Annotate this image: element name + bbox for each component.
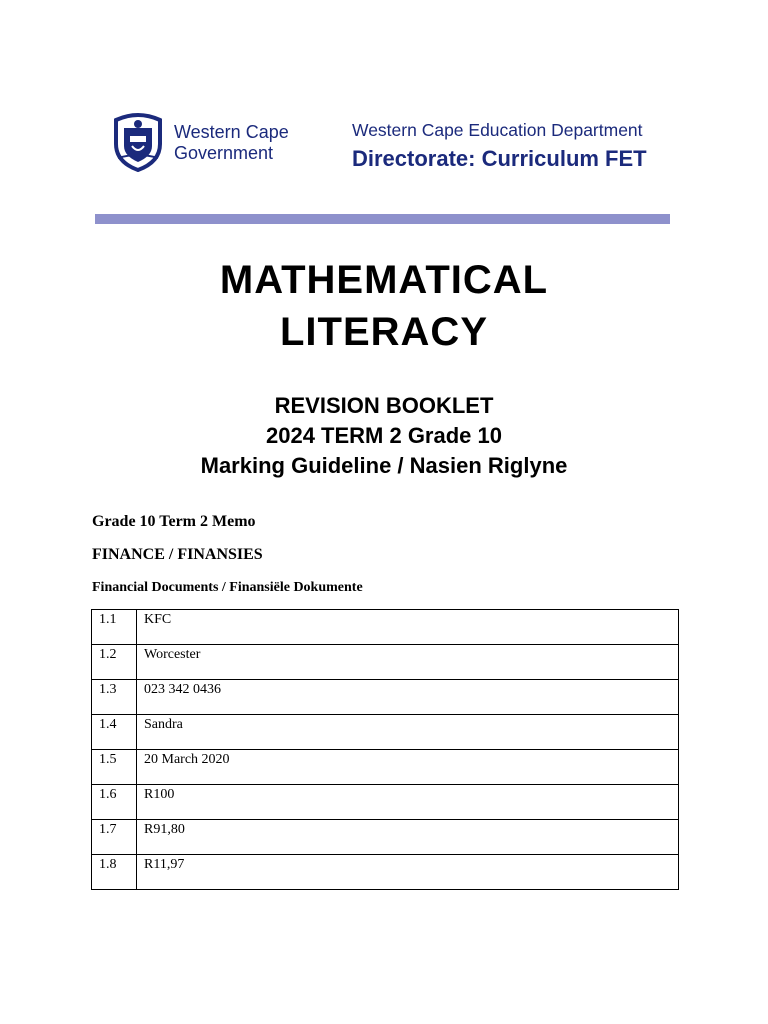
question-number: 1.4 — [92, 715, 137, 750]
table-row — [92, 855, 679, 890]
memo-heading: Grade 10 Term 2 Memo — [92, 513, 256, 530]
table-row — [92, 645, 679, 680]
answer-cell: 20 March 2020 — [137, 750, 679, 785]
directorate-name: Directorate: Curriculum FET — [352, 146, 647, 171]
answer-cell: 023 342 0436 — [137, 680, 679, 715]
answer-cell: R91,80 — [137, 820, 679, 855]
answer-cell: KFC — [137, 610, 679, 645]
question-number: 1.2 — [92, 645, 137, 680]
government-name-line2: Government — [174, 143, 274, 163]
question-number: 1.8 — [92, 855, 137, 890]
table-row — [92, 680, 679, 715]
table-row — [92, 715, 679, 750]
government-name-line1: Western Cape — [174, 122, 289, 142]
subtitle-line3: Marking Guideline / Nasien Riglyne — [200, 453, 568, 478]
table-row — [92, 750, 679, 785]
answer-cell: Worcester — [137, 645, 679, 680]
question-number: 1.5 — [92, 750, 137, 785]
question-number: 1.1 — [92, 610, 137, 645]
document-title-line1: MATHEMATICAL — [219, 258, 549, 302]
document-title-line2: LITERACY — [280, 310, 488, 354]
western-cape-government-logo — [110, 112, 310, 174]
question-number: 1.3 — [92, 680, 137, 715]
answer-cell: R100 — [137, 785, 679, 820]
header-divider — [95, 214, 670, 224]
answer-cell: R11,97 — [137, 855, 679, 890]
table-row — [92, 785, 679, 820]
subtitle-line1: REVISION BOOKLET — [274, 393, 494, 418]
department-name: Western Cape Education Department — [352, 120, 643, 140]
answers-table — [91, 609, 679, 890]
table-row — [92, 610, 679, 645]
subtitle-line2: 2024 TERM 2 Grade 10 — [265, 423, 502, 448]
answer-cell: Sandra — [137, 715, 679, 750]
question-number: 1.6 — [92, 785, 137, 820]
question-number: 1.7 — [92, 820, 137, 855]
subsection-heading: Financial Documents / Finansiële Dokumente — [92, 580, 363, 595]
table-row — [92, 820, 679, 855]
section-heading: FINANCE / FINANSIES — [92, 546, 263, 563]
crest-icon — [110, 112, 166, 172]
